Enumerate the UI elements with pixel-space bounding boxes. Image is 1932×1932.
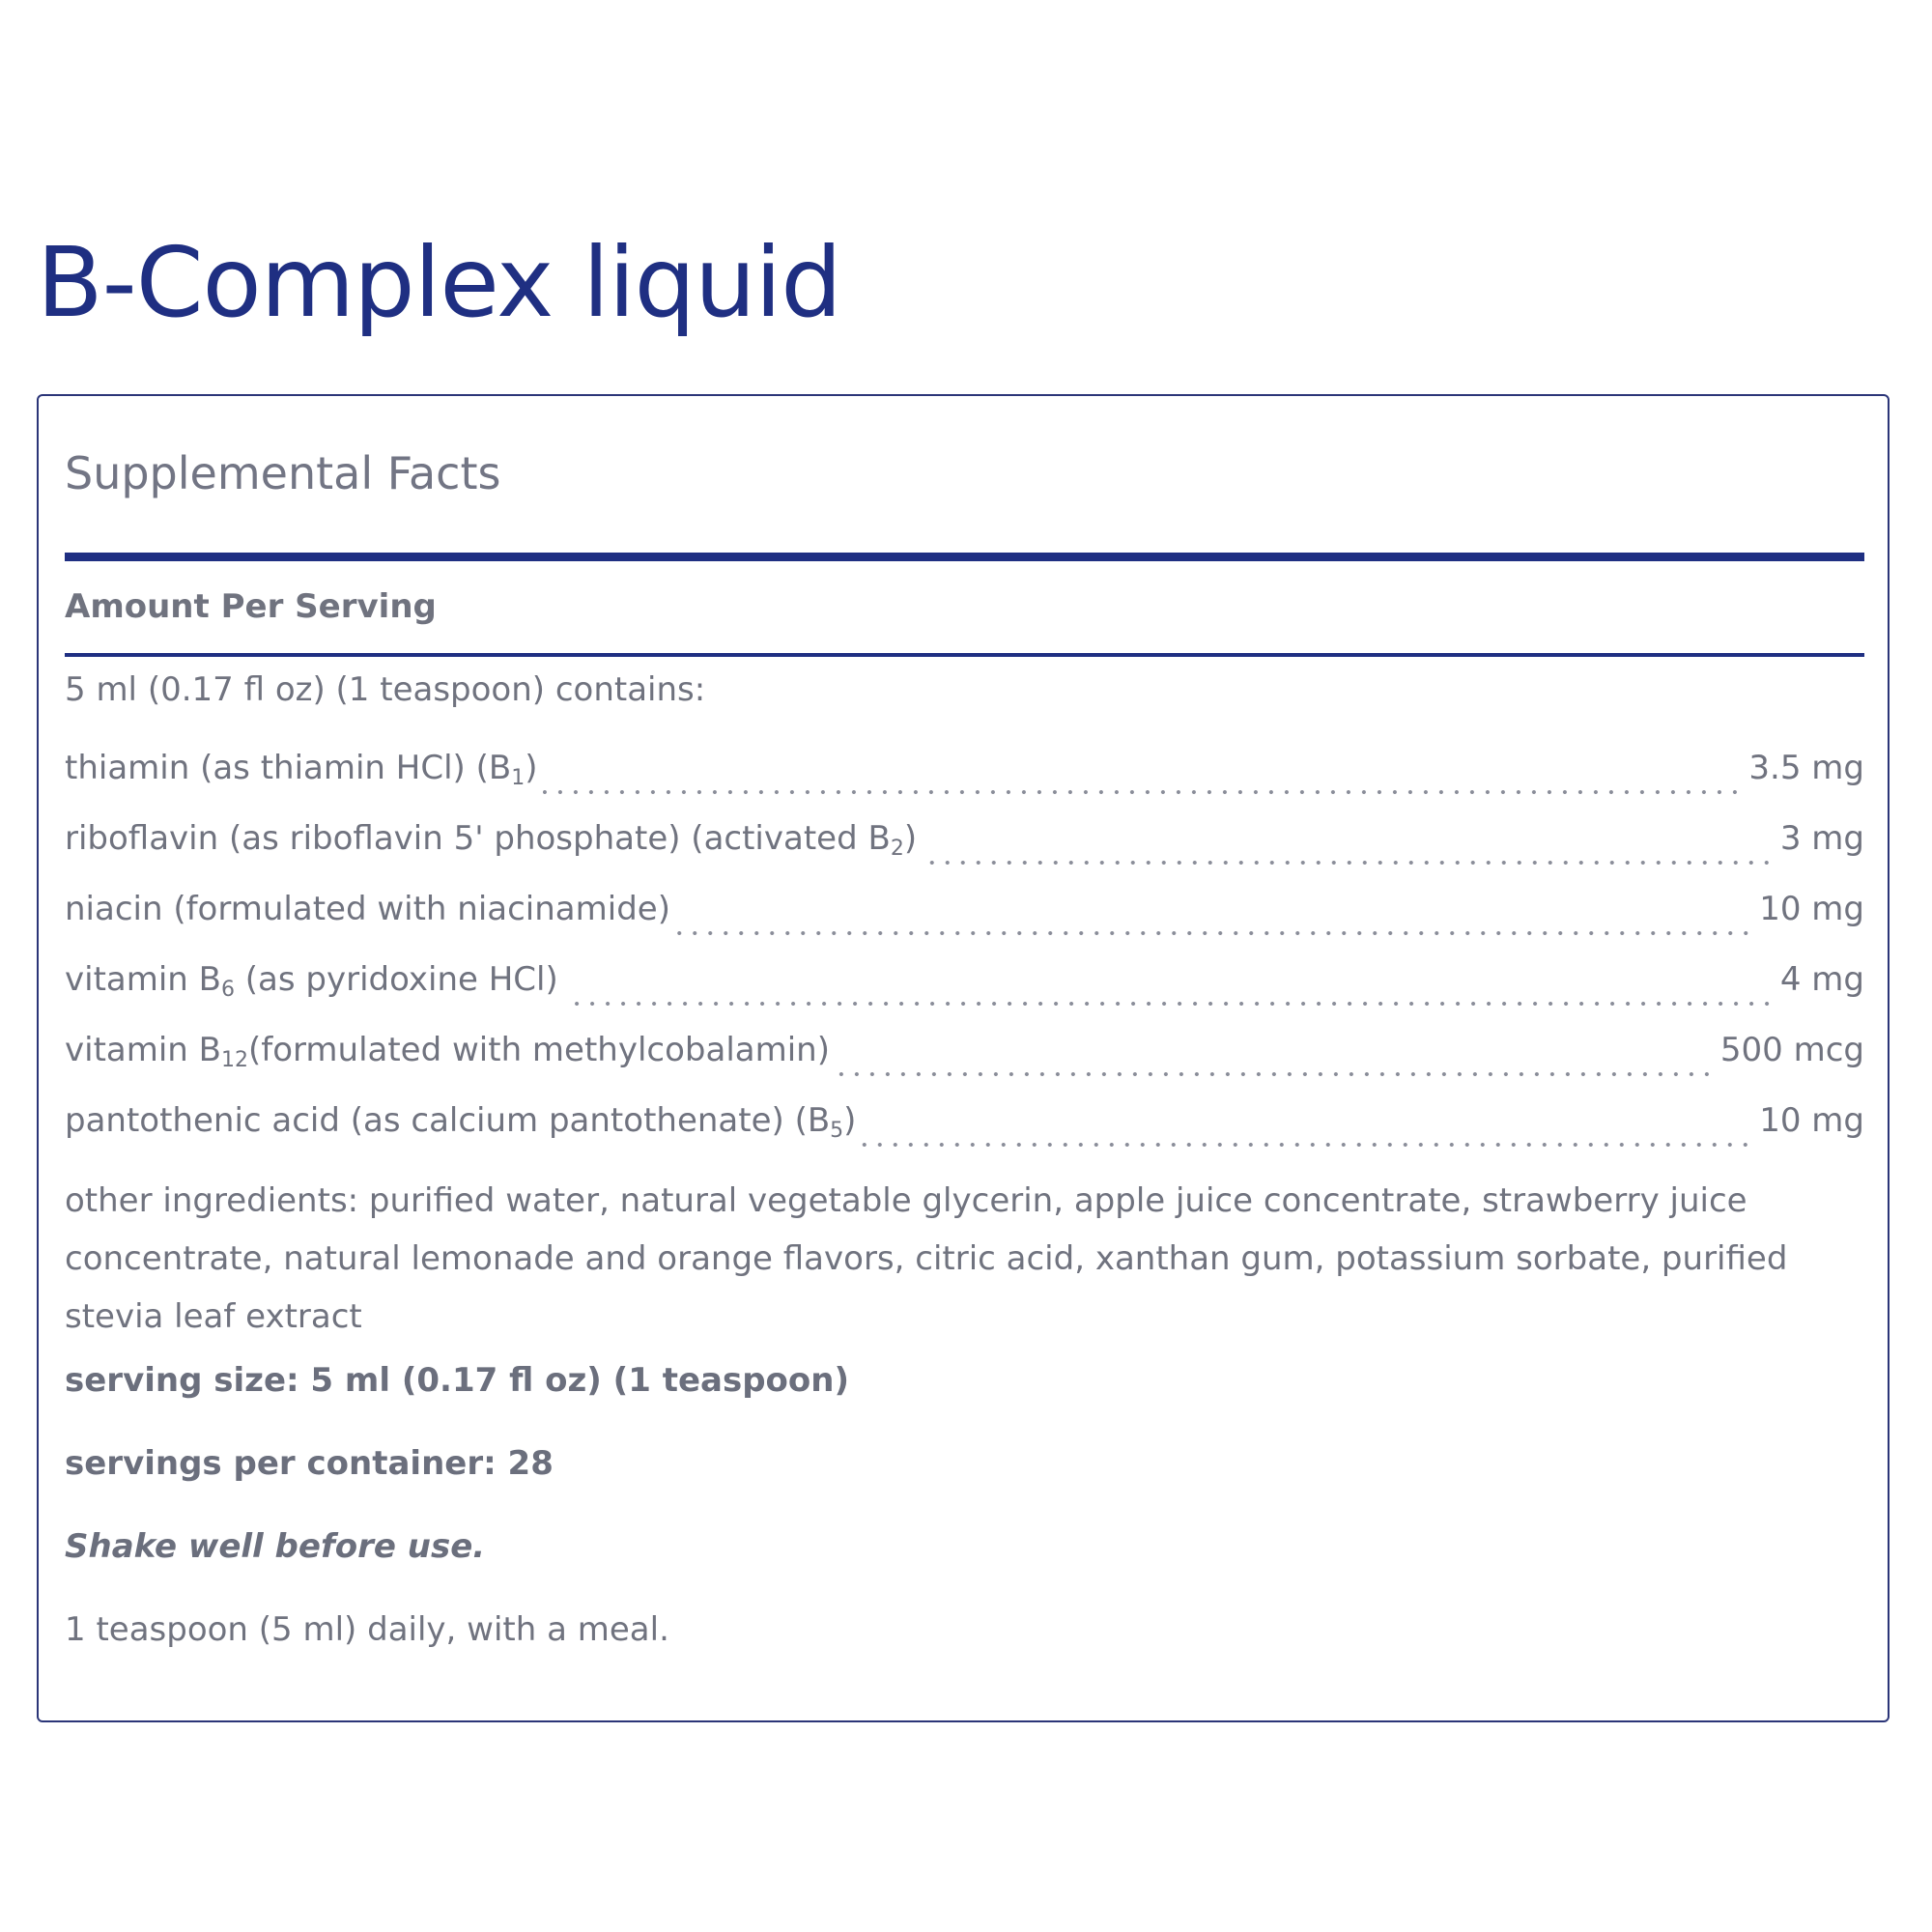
ingredient-amount: 3 mg — [1779, 819, 1864, 858]
ingredient-row — [65, 1099, 1864, 1170]
directions: 1 teaspoon (5 ml) daily, with a meal. — [65, 1610, 669, 1649]
ingredient-row — [65, 958, 1864, 1029]
ingredient-name: riboflavin (as riboflavin 5' phosphate) (activated $B_2$) — [65, 819, 918, 861]
other-ingredients: other ingredients: purified water, natural vegetable glycerin, apple juice concentrate, strawberry juice concentrate, natural lemonade and orange flavors, citric acid, xanthan gum, potassium sorbate, purified stevia leaf extract — [65, 1181, 1788, 1336]
ingredient-amount: 500 mcg — [1719, 1031, 1864, 1069]
ingredient-list — [65, 747, 1864, 1170]
ingredient-name: pantothenic acid (as calcium pantothenate) $(B_5)$ — [65, 1101, 857, 1143]
ingredient-row — [65, 817, 1864, 888]
ingredient-name: vitamin $B_6$ (as pyridoxine HCl) — [65, 960, 558, 1002]
dot-leader — [923, 860, 1775, 866]
ingredient-name: thiamin (as thiamin HCl) $(B_1)$ — [65, 749, 538, 790]
supplement-facts-panel — [37, 394, 1889, 1722]
servings-per-container: servings per container: 28 — [65, 1444, 554, 1483]
thick-divider — [65, 553, 1864, 561]
ingredient-amount: 10 mg — [1759, 890, 1864, 928]
ingredient-name: vitamin $B_{12}(formulated$ with methylcobalamin) — [65, 1031, 830, 1072]
ingredient-row — [65, 1029, 1864, 1099]
product-title: B-Complex liquid — [37, 226, 841, 339]
ingredient-amount: 4 mg — [1779, 960, 1864, 999]
ingredient-row — [65, 747, 1864, 817]
facts-heading: Supplemental Facts — [65, 447, 501, 499]
ingredient-row — [65, 888, 1864, 958]
dot-leader — [564, 1001, 1775, 1007]
dot-leader — [862, 1142, 1753, 1148]
ingredient-amount: 10 mg — [1759, 1101, 1864, 1140]
serving-size: serving size: 5 ml (0.17 fl oz) (1 teaspoon) — [65, 1361, 849, 1400]
dot-leader — [676, 930, 1753, 936]
serving-intro: 5 ml (0.17 fl oz) (1 teaspoon) contains: — [65, 670, 706, 709]
ingredient-name: niacin (formulated with niacinamide) — [65, 890, 670, 928]
dot-leader — [543, 789, 1743, 795]
amount-per-serving-label: Amount Per Serving — [65, 587, 437, 626]
shake-note: Shake well before use. — [65, 1527, 486, 1566]
thin-divider — [65, 653, 1864, 657]
ingredient-amount: 3.5 mg — [1748, 749, 1864, 787]
dot-leader — [836, 1071, 1715, 1077]
